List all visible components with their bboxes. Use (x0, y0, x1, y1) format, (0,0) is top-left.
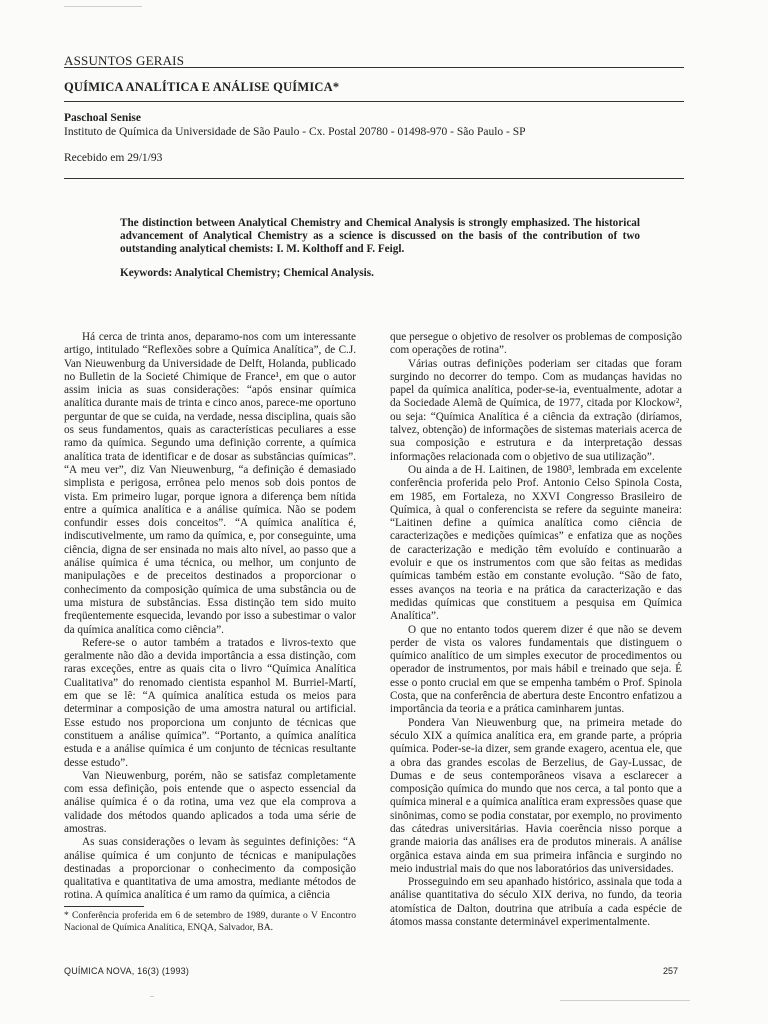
header-rule (64, 67, 684, 68)
paragraph: Refere-se o autor também a tratados e livros-texto que geralmente não dão a devida importância a essa distinção, com raras exceções, entre as quais cita o livro “Química Analítica Cualitativa” do renomado cientista espanhol M. Burriel-Martí, em que se lê: “A química analítica estuda os meios para determinar a composição de uma amostra natural ou artificial. Esse estudo nos proporciona um conjunto de técnicas que constituem a análise química”. “Portanto, a química analítica estuda e a análise química é um conjunto de técnicas resultante desse estudo”. (64, 636, 356, 769)
paragraph: As suas considerações o levam às seguintes definições: “A análise química é um conjunto de técnicas e manipulações destinadas a proporcionar o conhecimento da composição qualitativa e quantitativa de uma amostra, mediante métodos de rotina. A química analítica é um ramo da química, a ciência (64, 836, 356, 902)
journal-citation: QUÍMICA NOVA, 16(3) (1993) (64, 966, 190, 976)
article-title: QUÍMICA ANALÍTICA E ANÁLISE QUÍMICA* (64, 80, 340, 94)
paragraph: Ou ainda a de H. Laitinen, de 1980³, lembrada em excelente conferência proferida pelo Prof. Antonio Celso Spinola Costa, em 1985, em Fortaleza, no XXVI Congresso Brasileiro de Química, à qual o conferencista se refere da seguinte maneira: “Laitinen define a química analítica como ciência de caracterizações e medições químicas” e enfatiza que as noções de caracterização e medição têm evoluído e continuarão a evoluir e que os instrumentos com que são feitas as medidas químicas também estão em constante evolução. “São de fato, esses avanços na teoria e na prática da caracterização e das medidas químicas que constituem a pesquisa em Química Analítica”. (390, 463, 682, 623)
paragraph: Pondera Van Nieuwenburg que, na primeira metade do século XIX a química analítica era, em grande parte, a própria química. Poder-se-ia dizer, sem grande exagero, acentua ele, que a obra das grandes escolas de Berzelius, de Gay-Lussac, de Dumas e de seus contemporâneos visava a esclarecer a composição química do mundo que nos cerca, a tal ponto que a química mineral e a química analítica eram expressões quase que sinônimas, como se podia constatar, por exemplo, no provimento das cátedras universitárias. Havia coerência nisso porque a grande maioria das análises era de produtos minerais. A análise orgânica estava ainda em sua primeira infância e surgindo no meio industrial mais do que nos laboratórios das universidades. (390, 716, 682, 875)
scan-artifact (560, 1000, 690, 1001)
paragraph: Prosseguindo em seu apanhado histórico, assinala que toda a análise quantitativa do século XIX deriva, no fundo, da teoria atomística de Dalton, doutrina que atribuía a cada espécie de átomos massa constante determinável experimentalmente. (390, 876, 682, 929)
paragraph: que persegue o objetivo de resolver os problemas de composição com operações de rotina”. (390, 331, 682, 357)
scan-artifact (64, 6, 142, 7)
title-rule (64, 101, 684, 102)
paragraph: Há cerca de trinta anos, deparamo-nos com um interessante artigo, intitulado “Reflexões sobre a Química Analítica”, de C.J. Van Nieuwenburg da Universidade de Delft, Holanda, publicado no Bulletin de la Societé Chimique de France¹, em que o autor assim inicia as suas considerações: “após ensinar química analítica durante mais de trinta e cinco anos, parece-me oportuno perguntar de que se cuida, na verdade, nessa disciplina, quais são os seus fundamentos, quais as características peculiares a esse ramo da química. Segundo uma definição corrente, a química analítica trata de identificar e de dosar as substâncias químicas”. “A meu ver”, diz Van Nieuwenburg, “a definição é demasiado simplista e perigosa, errônea pelo menos sob dois pontos de vista. Em primeiro lugar, porque ignora a diferença bem nítida entre a química analítica e a análise química. Não se podem confundir esses dois conceitos”. “A química analítica é, indiscutivelmente, um ramo da química, e, por conseguinte, uma ciência, digna de ser ensinada no mais alto nível, ao passo que a análise química é uma técnica, ou melhor, um conjunto de manipulações e de preceitos destinados a proporcionar o conhecimento da composição química de uma substância ou de uma mistura de substâncias. Essa distinção tem sido muito freqüentemente esquecida, levando por isso a subestimar o valor da química analítica como ciência”. (64, 331, 356, 636)
body-column-left (64, 331, 356, 903)
received-date: Recebido em 29/1/93 (64, 152, 163, 164)
paragraph: O que no entanto todos querem dizer é que não se devem perder de vista os valores fundamentais que distinguem o químico analítico de um simples executor de procedimentos ou operador de instrumentos, por mais hábil e treinado que seja. É esse o ponto crucial em que se empenha também o Prof. Spinola Costa, que na conferência de abertura deste Encontro enfatizou a importância da teoria e a prática caminharem juntas. (390, 623, 682, 716)
meta-rule (64, 178, 684, 179)
body-column-right (390, 331, 682, 929)
paragraph: Van Nieuwenburg, porém, não se satisfaz completamente com essa definição, pois entende que o aspecto essencial da análise química é o da rotina, uma vez que ela comprova a validade dos métodos quando aplicados a toda uma série de amostras. (64, 769, 356, 835)
scan-artifact (150, 996, 154, 997)
paragraph: Várias outras definições poderiam ser citadas que foram surgindo no decorrer do tempo. Com as mudanças havidas no papel da química analítica, poder-se-ia, eventualmente, adotar a da Sociedade Alemã de Química, de 1977, citada por Klockow², ou seja: “Química Analítica é a ciência da extração (diríamos, talvez, obtenção) de informações de sistemas materiais acerca de sua composição e estrutura e da interpretação dessas informações relacionada com o objetivo de sua utilização”. (390, 357, 682, 463)
page-number: 257 (663, 966, 679, 976)
abstract: The distinction between Analytical Chemistry and Chemical Analysis is strongly emphasized. The historical advancement of Analytical Chemistry as a science is discussed on the basis of the contribution of two outstanding analytical chemists: I. M. Kolthoff and F. Feigl. (120, 217, 640, 256)
author-affiliation: Instituto de Química da Universidade de São Paulo - Cx. Postal 20780 - 01498-970 - São Paulo - SP (64, 126, 526, 138)
author-name: Paschoal Senise (64, 112, 141, 124)
keywords: Keywords: Analytical Chemistry; Chemical Analysis. (120, 267, 374, 279)
section-label: ASSUNTOS GERAIS (64, 53, 185, 68)
footnote-rule (64, 906, 144, 907)
footnote: * Conferência proferida em 6 de setembro de 1989, durante o V Encontro Nacional de Química Analítica, ENQA, Salvador, BA. (64, 910, 356, 933)
